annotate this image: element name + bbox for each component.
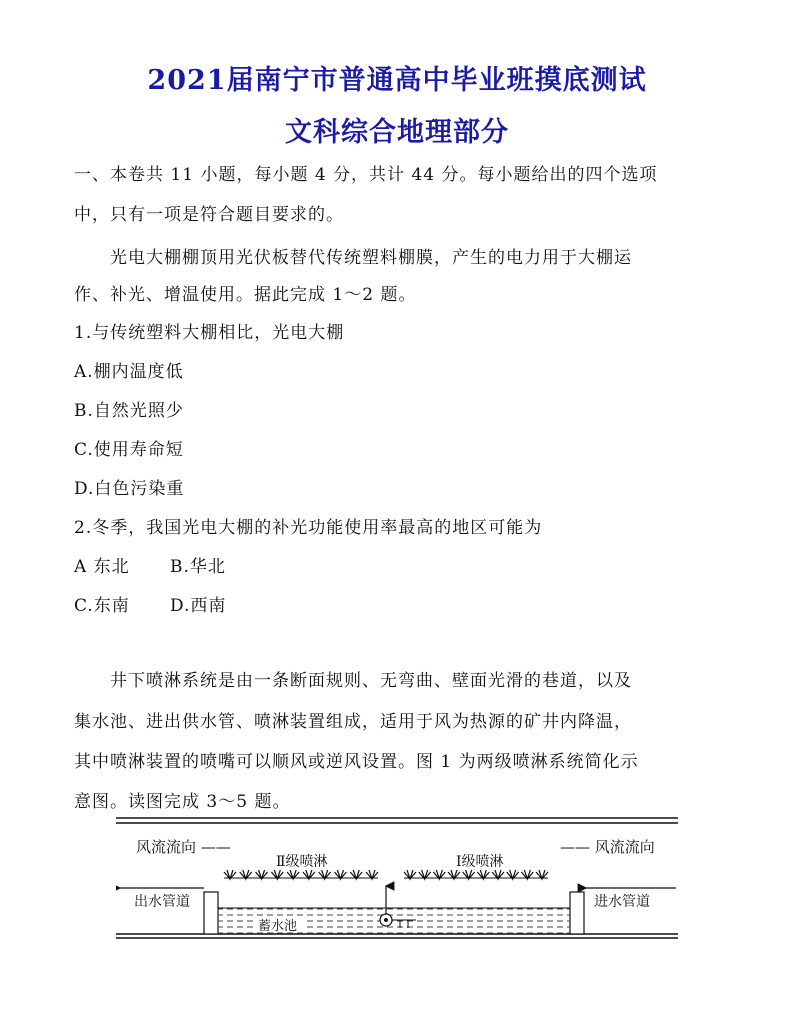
stage1-spray-label: Ⅰ级喷淋	[456, 854, 504, 870]
reservoir-label: 蓄水池	[258, 919, 298, 934]
passage2-line1: 井下喷淋系统是由一条断面规则、无弯曲、壁面光滑的巷道，以及	[110, 671, 632, 691]
section-intro-line1: 一、本卷共 11 小题，每小题 4 分，共计 44 分。每小题给出的四个选项	[74, 165, 658, 185]
stage2-spray-label: Ⅱ级喷淋	[276, 854, 328, 870]
passage2-line4: 意图。读图完成 3～5 题。	[74, 792, 291, 812]
passage1-line2: 作、补光、增温使用。据此完成 1～2 题。	[74, 285, 417, 305]
q2-option-b: B.华北	[170, 557, 226, 577]
passage1-line1: 光电大棚棚顶用光伏板替代传统塑料棚膜，产生的电力用于大棚运	[110, 248, 632, 268]
reservoir-right-wall	[570, 892, 584, 934]
q1-option-a: A.棚内温度低	[74, 362, 184, 382]
q2-option-a: A 东北	[74, 557, 130, 577]
q1-stem: 1.与传统塑料大棚相比，光电大棚	[74, 323, 345, 343]
q1-option-d: D.白色污染重	[74, 479, 185, 499]
passage2-line3: 其中喷淋装置的喷嘴可以顺风或逆风设置。图 1 为两级喷淋系统简化示	[74, 752, 639, 772]
wind-direction-left-label: 风流流向 ——	[136, 838, 231, 856]
section-intro-line2: 中，只有一项是符合题目要求的。	[74, 205, 344, 225]
reservoir-left-wall	[204, 892, 218, 934]
exam-subtitle: 文科综合地理部分	[285, 117, 509, 148]
q1-option-c: C.使用寿命短	[74, 440, 184, 460]
exam-title: 2021届南宁市普通高中毕业班摸底测试	[147, 65, 647, 96]
q2-option-c: C.东南	[74, 596, 130, 616]
passage2-line2: 集水池、进出供水管、喷淋装置组成，适用于风为热源的矿井内降温，	[74, 712, 632, 732]
wind-direction-right-label: —— 风流流向	[560, 838, 655, 856]
pump-center	[384, 918, 388, 922]
spray-system-diagram	[116, 816, 678, 940]
inlet-pipe-label: 进水管道	[594, 894, 650, 910]
q2-stem: 2.冬季，我国光电大棚的补光功能使用率最高的地区可能为	[74, 518, 543, 538]
q2-option-d: D.西南	[170, 596, 227, 616]
outlet-pipe-label: 出水管道	[134, 894, 190, 910]
q1-option-b: B.自然光照少	[74, 401, 184, 421]
